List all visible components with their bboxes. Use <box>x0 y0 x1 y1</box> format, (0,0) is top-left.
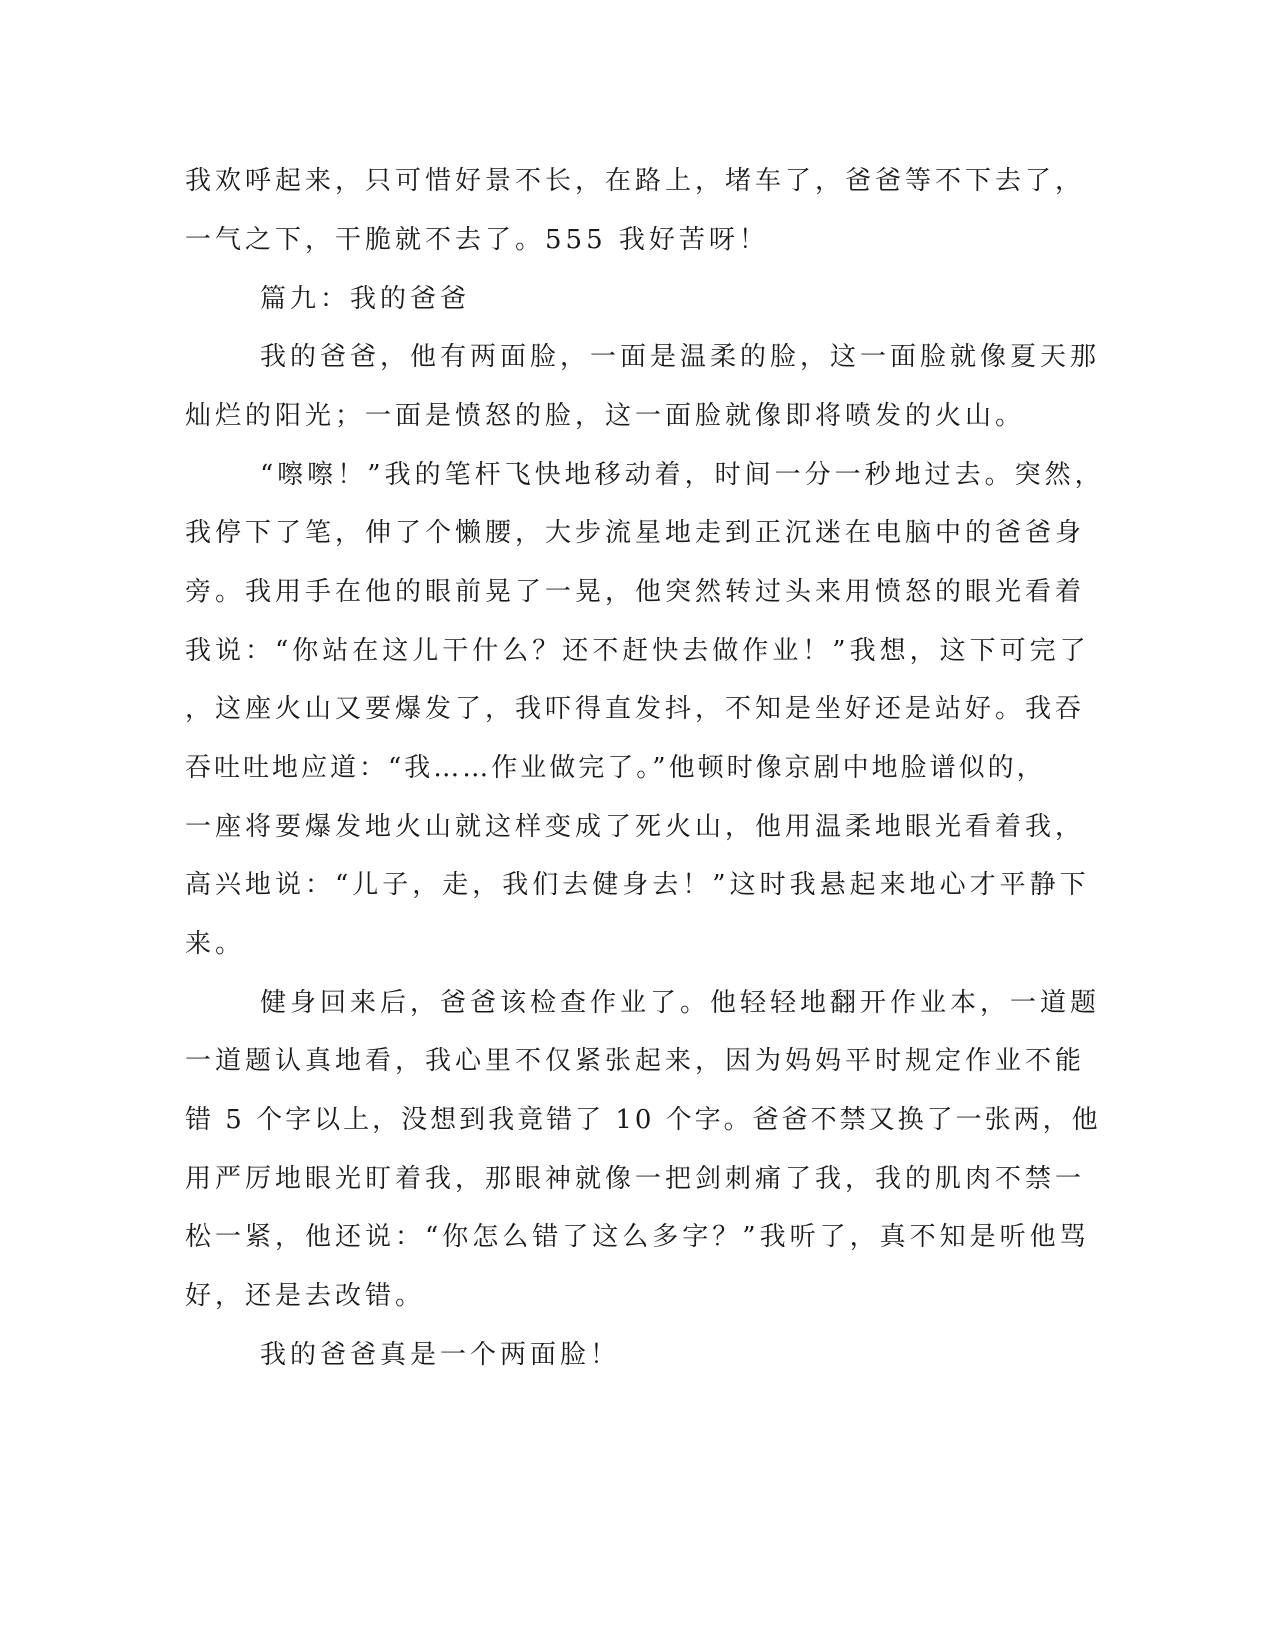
paragraph-line: 松一紧，他还说：“你怎么错了这么多字？”我听了，真不知是听他骂 <box>185 1222 1090 1252</box>
paragraph-line: 灿烂的阳光；一面是愤怒的脸，这一面脸就像即将喷发的火山。 <box>185 401 1026 431</box>
section-heading: 篇九：我的爸爸 <box>260 284 471 314</box>
paragraph-line: 我说：“你站在这儿干什么？还不赶快去做作业！”我想，这下可完了 <box>185 636 1090 666</box>
paragraph-line: 一座将要爆发地火山就这样变成了死火山，他用温柔地眼光看着我， <box>185 812 1086 842</box>
paragraph-line: 我的爸爸真是一个两面脸！ <box>260 1340 621 1370</box>
paragraph-line: 健身回来后，爸爸该检查作业了。他轻轻地翻开作业本，一道题 <box>260 988 1101 1018</box>
paragraph-line: 用严厉地眼光盯着我，那眼神就像一把剑刺痛了我，我的肌肉不禁一 <box>185 1164 1086 1194</box>
paragraph-line: 一道题认真地看，我心里不仅紧张起来，因为妈妈平时规定作业不能 <box>185 1046 1086 1076</box>
paragraph-line: “嚓嚓！”我的笔杆飞快地移动着，时间一分一秒地过去。突然， <box>260 460 1105 490</box>
paragraph-line: 错 5 个字以上，没想到我竟错了 10 个字。爸爸不禁又换了一张两，他 <box>185 1105 1101 1135</box>
paragraph-line: 高兴地说：“儿子，走，我们去健身去！”这时我悬起来地心才平静下 <box>185 870 1090 900</box>
paragraph-line: 一气之下，干脆就不去了。555 我好苦呀！ <box>185 225 769 255</box>
paragraph-line: 我欢呼起来，只可惜好景不长，在路上，堵车了，爸爸等不下去了， <box>185 166 1086 196</box>
paragraph-line: 好，还是去改错。 <box>185 1281 426 1311</box>
paragraph-line: 来。 <box>185 929 246 959</box>
paragraph-line: ，这座火山又要爆发了，我吓得直发抖，不知是坐好还是站好。我吞 <box>185 694 1086 724</box>
paragraph-line: 吞吐吐地应道：“我……作业做完了。”他顿时像京剧中地脸谱似的， <box>185 753 1046 783</box>
paragraph-line: 我的爸爸，他有两面脸，一面是温柔的脸，这一面脸就像夏天那 <box>260 342 1101 372</box>
paragraph-line: 我停下了笔，伸了个懒腰，大步流星地走到正沉迷在电脑中的爸爸身 <box>185 518 1086 548</box>
paragraph-line: 旁。我用手在他的眼前晃了一晃，他突然转过头来用愤怒的眼光看着 <box>185 577 1086 607</box>
